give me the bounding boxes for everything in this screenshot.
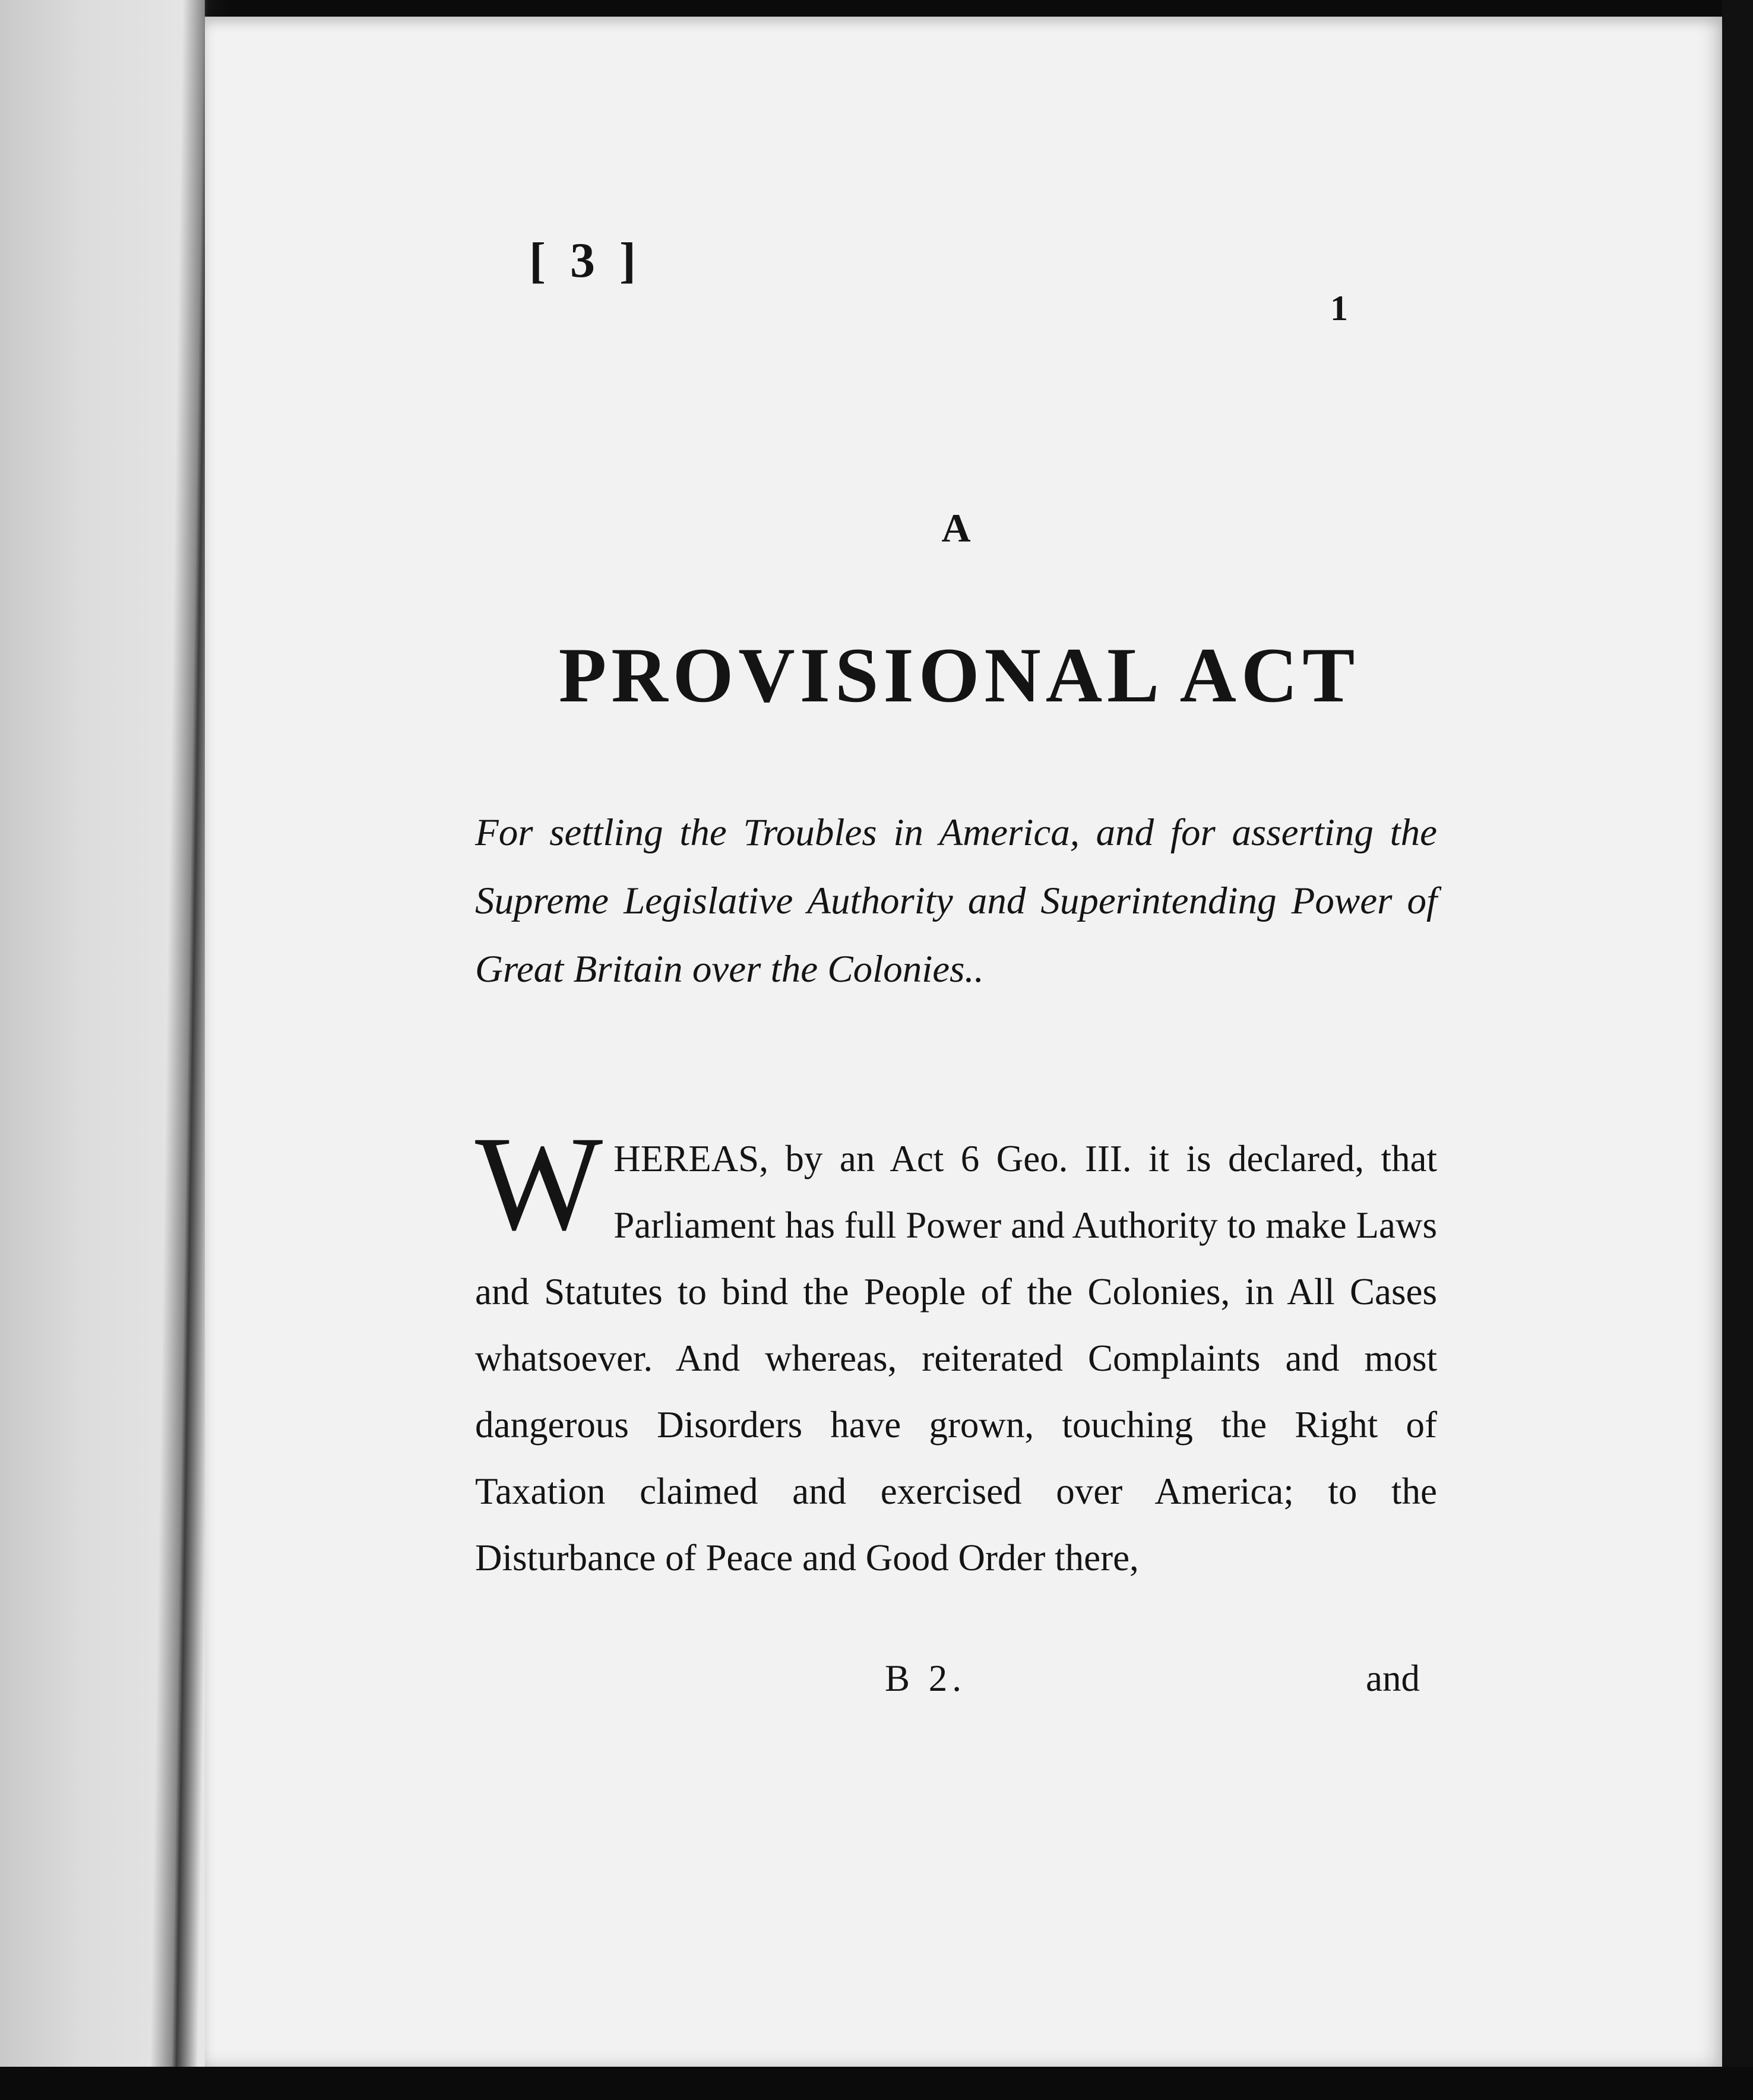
page-number: [ 3 ]	[529, 233, 642, 288]
stray-mark: 1	[1330, 289, 1348, 328]
body-paragraph	[475, 1109, 1437, 1591]
right-border	[1722, 0, 1753, 2100]
body-text: HEREAS, by an Act 6 Geo. III. it is declared, that Parliament has full Power and Authority to make Laws and Statutes to bind the People of the Colonies, in All Cases whatsoever. And whereas, reiterated Complaints and most dangerous Disorders have grown, touching the Right of Taxation claimed and exercised over America; to the Disturbance of Peace and Good Order there,	[475, 1138, 1437, 1579]
title-article: A	[941, 505, 971, 551]
catchword: and	[1366, 1658, 1420, 1699]
signature-mark: B 2.	[885, 1658, 967, 1699]
document-page	[205, 17, 1722, 2067]
drop-cap: W	[475, 1109, 603, 1258]
document-subtitle: For settling the Troubles in America, and for asserting the Supreme Legislative Authority and Superintending Power of Great Britain over the Colonies..	[475, 811, 1437, 991]
document-title: PROVISIONAL ACT	[558, 631, 1360, 719]
bottom-border	[0, 2067, 1753, 2100]
